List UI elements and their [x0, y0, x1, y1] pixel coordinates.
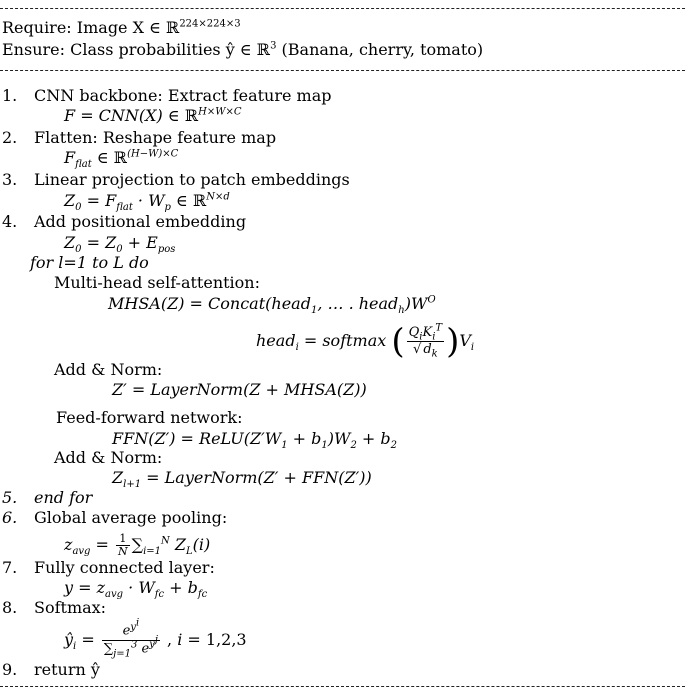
ensure-line: [2, 40, 483, 60]
formula-flatten: $F_{flat}$ ∈ ℝ$^{(H-W)\times C}$: [64, 148, 179, 171]
addnorm-heading-2: Add & Norm:: [54, 448, 163, 467]
step-number: 2.: [2, 128, 18, 147]
step-text: Global average pooling:: [34, 508, 228, 527]
ensure-text: Class probabilities ŷ ∈ ℝ: [70, 40, 271, 59]
step-number: 3.: [2, 170, 18, 189]
formula-feature-map: F = CNN(X) ∈ ℝ$^{H\times W\times C}$: [64, 106, 242, 125]
step-number: 5.: [2, 488, 18, 507]
step-number: 1.: [2, 86, 18, 105]
formula-fc: $y = z_{avg} \cdot W_{fc} + b_{fc}$: [64, 578, 208, 601]
step-2: [2, 128, 276, 148]
bottom-dashed-rule: [0, 686, 685, 687]
step-text: Softmax:: [34, 598, 107, 617]
formula-addnorm-2: $Z_{l+1}$ = LayerNorm(Z′ + FFN(Z′)): [112, 468, 372, 491]
formula-addnorm-1: Z′ = LayerNorm(Z + MHSA(Z)): [112, 380, 367, 399]
step-text: Add positional embedding: [34, 212, 247, 231]
step-7: [2, 558, 215, 578]
require-label: Require:: [2, 18, 72, 37]
step-text: return ŷ: [34, 660, 100, 679]
step-9: [2, 660, 100, 680]
require-line: [2, 18, 241, 38]
step-number: 7.: [2, 558, 18, 577]
step-5: [2, 488, 92, 508]
ensure-label: Ensure:: [2, 40, 66, 59]
step-text: Flatten: Reshape feature map: [34, 128, 277, 147]
step-text: Fully connected layer:: [34, 558, 215, 577]
mhsa-heading: Multi-head self-attention:: [54, 273, 260, 292]
step-text: end for: [34, 488, 93, 507]
top-dashed-rule: [0, 8, 685, 9]
formula-pooling: $z_{avg}$ = $\frac{1}{N}$ $\sum_{i=1}^N$ $Z_L(i)$: [64, 532, 211, 558]
formula-softmax: $ŷ_i$ = $\frac{e^{y^i}}{\sum_{j=1}^3 e^{y^j}}$ , i = 1,2,3: [64, 617, 247, 660]
step-1: [2, 86, 332, 106]
step-number: 6.: [2, 508, 18, 527]
ensure-dims: 3: [270, 40, 277, 52]
header-dashed-rule: [0, 70, 685, 71]
require-dims: 224×224×3: [179, 18, 241, 30]
addnorm-heading-1: Add & Norm:: [54, 360, 163, 379]
step-6: [2, 508, 227, 528]
formula-positional: $Z_0 = Z_0 + E_{pos}$: [64, 233, 176, 256]
loop-start: for l=1 to L do: [30, 253, 149, 272]
formula-projection: $Z_0 = F_{flat} \cdot W_p$ ∈ ℝ$^{N\times d}$: [64, 191, 230, 214]
ensure-classes: (Banana, cherry, tomato): [281, 40, 484, 59]
step-number: 4.: [2, 212, 18, 231]
formula-attention-head: head$_i$ = softmax ( $\frac{Q_iK_i^T}{√ d_k}$ )$V_i$: [256, 321, 475, 362]
require-text: Image X ∈ ℝ: [76, 18, 180, 37]
step-8: [2, 598, 106, 618]
formula-ffn: $FFN(Z') = ReLU(Z'W_1 + b_1)W_2 + b_2$: [112, 429, 398, 452]
ffn-heading: Feed-forward network:: [56, 408, 243, 427]
step-text: CNN backbone: Extract feature map: [34, 86, 332, 105]
step-number: 9.: [2, 660, 18, 679]
step-number: 8.: [2, 598, 18, 617]
step-text: Linear projection to patch embeddings: [34, 170, 350, 189]
step-3: [2, 170, 350, 190]
step-4: [2, 212, 246, 232]
formula-mhsa: MHSA(Z) = Concat(head$_1$, … . $head_h)W^O$: [108, 294, 436, 317]
